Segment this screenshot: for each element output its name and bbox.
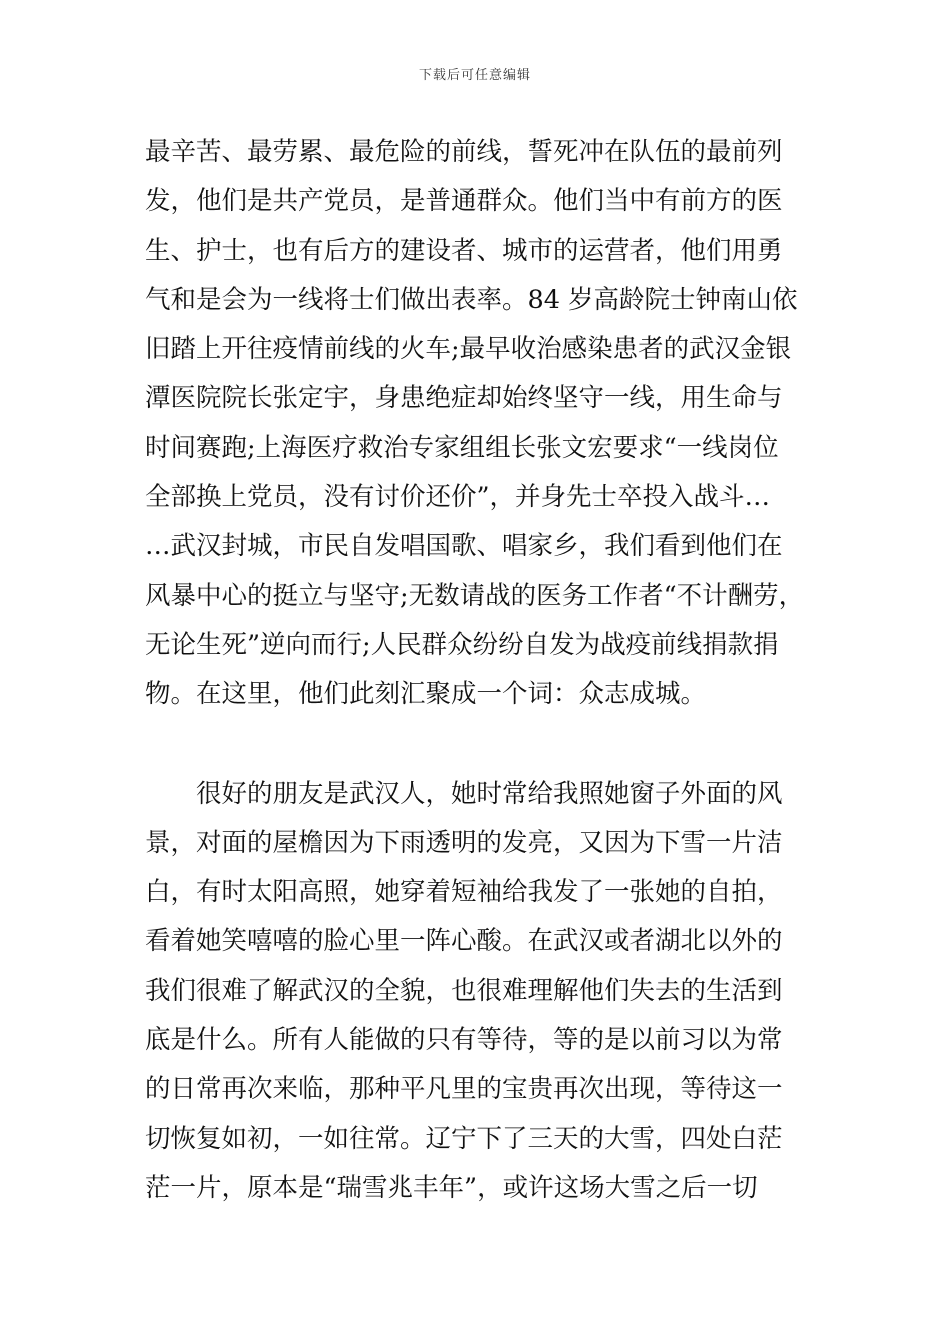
text-line: 气和是会为一线将士们做出表率。84 岁高龄院士钟南山依 xyxy=(145,284,798,315)
text-line: 风暴中心的挺立与坚守;无数请战的医务工作者“不计酬劳， xyxy=(145,580,805,611)
text-line: 切恢复如初，一如往常。辽宁下了三天的大雪，四处白茫 xyxy=(145,1123,783,1154)
text-line: 茫一片，原本是“瑞雪兆丰年”，或许这场大雪之后一切 xyxy=(145,1172,758,1203)
text-line: 生、护士，也有后方的建设者、城市的运营者，他们用勇 xyxy=(145,235,783,266)
paragraph-spacer xyxy=(145,720,810,770)
text-line: …武汉封城，市民自发唱国歌、唱家乡，我们看到他们在 xyxy=(145,531,783,562)
text-line: 的日常再次来临，那种平凡里的宝贵再次出现，等待这一 xyxy=(145,1074,783,1105)
paragraph-2 xyxy=(145,770,810,1214)
text-line: 时间赛跑;上海医疗救治专家组组长张文宏要求“一线岗位 xyxy=(145,432,779,463)
text-line: 白，有时太阳高照，她穿着短袖给我发了一张她的自拍， xyxy=(145,877,783,908)
text-line: 潭医院院长张定宇，身患绝症却始终坚守一线，用生命与 xyxy=(145,383,783,414)
text-line: 全部换上党员，没有讨价还价”，并身先士卒投入战斗… xyxy=(145,482,771,513)
text-line: 底是什么。所有人能做的只有等待，等的是以前习以为常 xyxy=(145,1025,783,1056)
text-line: 最辛苦、最劳累、最危险的前线，誓死冲在队伍的最前列 xyxy=(145,137,783,167)
page-header: 下载后可任意编辑 xyxy=(418,68,531,83)
text-line: 发，他们是共产党员，是普通群众。他们当中有前方的医 xyxy=(145,186,783,217)
text-line: 无论生死”逆向而行;人民群众纷纷自发为战疫前线捐款捐 xyxy=(145,629,779,660)
paragraph-1 xyxy=(145,128,810,720)
text-line: 看着她笑嘻嘻的脸心里一阵心酸。在武汉或者湖北以外的 xyxy=(145,926,783,957)
text-line: 物。在这里，他们此刻汇聚成一个词：众志成城。 xyxy=(145,679,707,710)
text-line: 很好的朋友是武汉人，她时常给我照她窗子外面的风 xyxy=(145,778,783,809)
text-line: 我们很难了解武汉的全貌，也很难理解他们失去的生活到 xyxy=(145,975,783,1006)
text-line: 旧踏上开往疫情前线的火车;最早收治感染患者的武汉金银 xyxy=(145,334,792,365)
document-body xyxy=(145,128,810,1213)
text-line: 景，对面的屋檐因为下雨透明的发亮，又因为下雪一片洁 xyxy=(145,827,783,858)
